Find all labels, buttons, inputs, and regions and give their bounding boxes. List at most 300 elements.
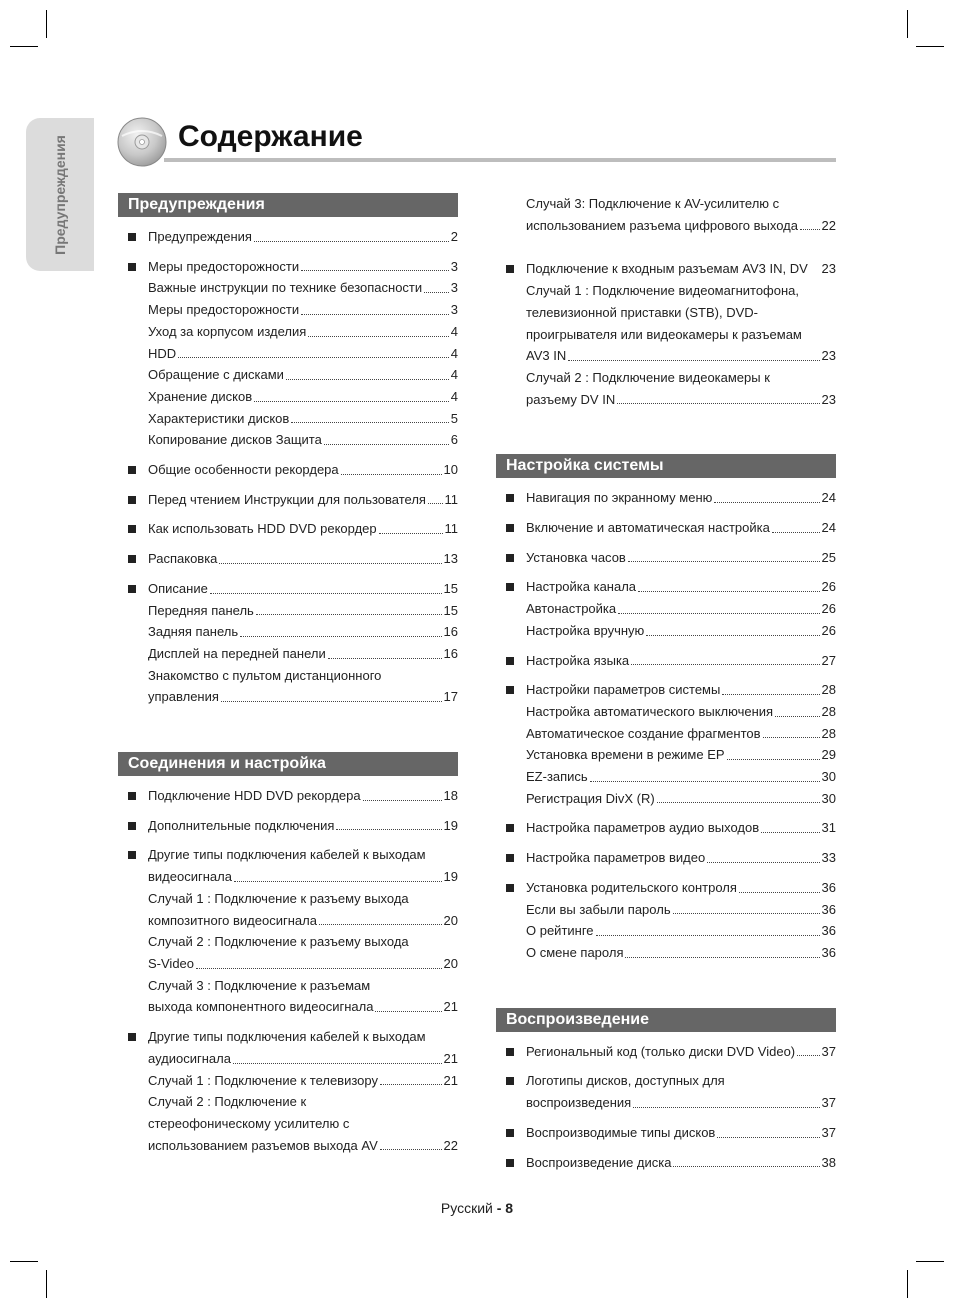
- toc-page-number: 6: [450, 432, 458, 448]
- side-tab-label: Предупреждения: [52, 134, 68, 255]
- side-tab: [26, 118, 94, 271]
- dot-leader: [336, 829, 441, 830]
- dot-leader: [219, 563, 441, 564]
- square-bullet-icon: [506, 1129, 514, 1137]
- toc-line-text: Обращение с дисками: [148, 367, 284, 383]
- toc-column-right: [496, 193, 836, 1181]
- toc-line-text: Общие особенности рекордера: [148, 462, 339, 478]
- toc-line: [526, 650, 836, 672]
- toc-line: [148, 226, 458, 248]
- toc-line: [526, 723, 836, 745]
- toc-line-text: Случай 1 : Подключение к телевизору: [148, 1072, 378, 1088]
- toc-page-number: 26: [821, 579, 836, 595]
- square-bullet-icon: [506, 1077, 514, 1085]
- toc-line: [526, 766, 836, 788]
- toc-line: [526, 258, 836, 280]
- dot-leader: [673, 1166, 819, 1167]
- toc-line: [148, 343, 458, 365]
- toc-line-text: Дополнительные подключения: [148, 817, 335, 833]
- toc-line-text: Другие типы подключения кабелей к выходам: [148, 847, 426, 863]
- toc-line-text: О смене пароля: [526, 944, 624, 960]
- toc-line: [148, 386, 458, 408]
- toc-entry: [496, 1041, 836, 1063]
- toc-line: [526, 345, 836, 367]
- toc-page-number: 25: [821, 549, 836, 565]
- toc-line-text: Настройка вручную: [526, 622, 645, 638]
- toc-line-text: Логотипы дисков, доступных для: [526, 1073, 725, 1089]
- toc-line-text: EZ-запись: [526, 769, 588, 785]
- toc-line: [148, 866, 458, 888]
- toc-line-text: Как использовать HDD DVD рекордер: [148, 521, 377, 537]
- toc-line-text: использованием разъема цифрового выхода: [526, 217, 798, 233]
- disc-icon: [116, 116, 168, 168]
- toc-line-text: Если вы забыли пароль: [526, 901, 671, 917]
- toc-line: [526, 1092, 836, 1114]
- toc-line-text: Случай 3: Подключение к AV-усилителю с: [526, 196, 780, 211]
- toc-page-number: 28: [821, 682, 836, 698]
- dot-leader: [379, 533, 443, 534]
- dot-leader: [254, 241, 449, 242]
- page-number: 8: [505, 1200, 514, 1216]
- square-bullet-icon: [128, 525, 136, 533]
- toc-line-text: Случай 1 : Подключение к разъему выхода: [148, 890, 409, 906]
- toc-page-number: 10: [443, 462, 458, 478]
- toc-page-number: 2: [450, 229, 458, 244]
- toc-page-number: 21: [443, 999, 458, 1015]
- square-bullet-icon: [128, 1033, 136, 1041]
- toc-section: [118, 752, 458, 1156]
- toc-line: [526, 1070, 836, 1092]
- dot-leader: [772, 532, 820, 533]
- toc-line-text: Задняя панель: [148, 624, 239, 640]
- toc-entry: [496, 1152, 836, 1174]
- dot-leader: [291, 422, 448, 423]
- toc-column-left: [118, 193, 458, 1164]
- toc-line: [526, 1152, 836, 1174]
- footer-separator: -: [496, 1200, 502, 1216]
- toc-line: [148, 256, 458, 278]
- toc-page-number: 36: [821, 944, 836, 960]
- toc-line-text: Другие типы подключения кабелей к выходам: [148, 1029, 426, 1045]
- toc-line: [526, 942, 836, 964]
- toc-line-text: Подключение к входным разъемам AV3 IN, DV: [526, 261, 808, 277]
- toc-entry: [118, 578, 458, 708]
- toc-line: [148, 518, 458, 540]
- toc-line: [526, 788, 836, 810]
- toc-page-number: 20: [443, 955, 458, 971]
- toc-line-text: Передняя панель: [148, 602, 254, 618]
- toc-line: [526, 920, 836, 942]
- dot-leader: [286, 379, 449, 380]
- dot-leader: [380, 1149, 442, 1150]
- toc-line-text: Подключение HDD DVD рекордера: [148, 788, 361, 804]
- dot-leader: [221, 701, 442, 702]
- toc-entry: [118, 459, 458, 481]
- toc-line-text: Важные инструкции по технике безопасности: [148, 280, 423, 296]
- toc-page-number: 23: [821, 391, 836, 407]
- toc-page-number: 24: [821, 520, 836, 536]
- toc-line: [148, 364, 458, 386]
- dot-leader: [301, 270, 449, 271]
- toc-line-text: выхода компонентного видеосигнала: [148, 999, 374, 1015]
- toc-line: [148, 975, 458, 997]
- toc-line: [526, 1041, 836, 1063]
- dot-leader: [375, 1011, 441, 1012]
- section-heading: Настройка системы: [496, 454, 836, 478]
- dot-leader: [324, 444, 449, 445]
- square-bullet-icon: [506, 265, 514, 273]
- toc-line-text: управления: [148, 689, 219, 705]
- toc-line-text: разъему DV IN: [526, 391, 616, 407]
- page-title: Содержание: [178, 120, 363, 153]
- toc-line-text: Настройки параметров системы: [526, 682, 721, 698]
- toc-entry: [496, 877, 836, 964]
- toc-page-number: 11: [444, 521, 458, 537]
- dot-leader: [617, 403, 819, 404]
- toc-line-text: Случай 2 : Подключение к разъему выхода: [148, 934, 409, 950]
- toc-entry: [118, 226, 458, 248]
- toc-line-text: Настройка параметров видео: [526, 850, 706, 866]
- toc-page-number: 36: [821, 879, 836, 895]
- toc-line-text: Настройка параметров аудио выходов: [526, 820, 760, 836]
- toc-line-text: Навигация по экранному меню: [526, 490, 713, 506]
- toc-page-number: 22: [443, 1137, 458, 1153]
- toc-line: [148, 815, 458, 837]
- toc-page-number: 19: [443, 869, 458, 885]
- toc-line: [526, 701, 836, 723]
- toc-page-number: 16: [443, 624, 458, 640]
- toc-line-text: использованием разъемов выхода AV: [148, 1137, 378, 1153]
- dot-leader: [722, 694, 819, 695]
- dot-leader: [301, 314, 449, 315]
- toc-page-number: 37: [821, 1043, 836, 1059]
- toc-page-number: 20: [443, 912, 458, 928]
- dot-leader: [714, 502, 819, 503]
- toc-page-number: 28: [821, 725, 836, 741]
- toc-line: [526, 620, 836, 642]
- toc-line: [148, 321, 458, 343]
- square-bullet-icon: [506, 1159, 514, 1167]
- toc-section: [496, 193, 836, 410]
- toc-entry: [496, 1122, 836, 1144]
- dot-leader: [568, 360, 819, 361]
- toc-line: [148, 621, 458, 643]
- dot-leader: [638, 591, 819, 592]
- toc-line: [148, 643, 458, 665]
- toc-line: [148, 665, 458, 687]
- toc-page-number: 4: [450, 367, 458, 383]
- dot-leader: [797, 1055, 819, 1056]
- crop-mark: [907, 10, 908, 38]
- toc-page-number: 5: [450, 410, 458, 426]
- toc-entry: [118, 844, 458, 1018]
- toc-line: [148, 600, 458, 622]
- toc-page-number: 15: [443, 580, 458, 596]
- toc-page-number: 4: [450, 323, 458, 339]
- toc-entry: [118, 256, 458, 451]
- dot-leader: [328, 658, 442, 659]
- toc-line: [148, 686, 458, 708]
- toc-line: [526, 302, 836, 324]
- square-bullet-icon: [506, 1048, 514, 1056]
- toc-line-text: Автонастройка: [526, 601, 617, 617]
- dot-leader: [308, 336, 448, 337]
- toc-line: [526, 487, 836, 509]
- square-bullet-icon: [506, 824, 514, 832]
- toc-page-number: 16: [443, 645, 458, 661]
- crop-mark: [916, 1261, 944, 1262]
- square-bullet-icon: [506, 884, 514, 892]
- toc-line: [526, 193, 836, 215]
- section-gap: [496, 418, 836, 454]
- toc-entry: [496, 679, 836, 809]
- toc-line: [148, 489, 458, 511]
- toc-entry: [496, 650, 836, 672]
- toc-line-text: Уход за корпусом изделия: [148, 323, 307, 339]
- toc-line: [148, 408, 458, 430]
- toc-line-text: аудиосигнала: [148, 1050, 231, 1066]
- toc-page-number: 36: [821, 901, 836, 917]
- toc-line-text: HDD: [148, 345, 177, 361]
- toc-line-text: Знакомство с пультом дистанционного: [148, 667, 382, 683]
- toc-line: [526, 367, 836, 389]
- toc-line-text: Описание: [148, 580, 208, 596]
- toc-line-text: Меры предосторожности: [148, 302, 300, 318]
- square-bullet-icon: [506, 494, 514, 502]
- dot-leader: [717, 1137, 819, 1138]
- toc-line-text: воспроизведения: [526, 1095, 632, 1111]
- toc-line-text: Хранение дисков: [148, 388, 253, 404]
- square-bullet-icon: [128, 555, 136, 563]
- toc-page-number: 11: [444, 491, 458, 507]
- section-gap: [496, 972, 836, 1008]
- toc-line: [148, 578, 458, 600]
- page-footer: [0, 1200, 954, 1216]
- section-heading: Воспроизведение: [496, 1008, 836, 1032]
- toc-line: [148, 459, 458, 481]
- section-gap: [118, 716, 458, 752]
- toc-line-text: видеосигнала: [148, 869, 232, 885]
- toc-entry: [496, 576, 836, 641]
- toc-entry: [496, 193, 836, 236]
- dot-leader: [428, 503, 443, 504]
- square-bullet-icon: [506, 854, 514, 862]
- toc-line-text: стереофоническому усилителю с: [148, 1115, 350, 1131]
- toc-page-number: 30: [821, 769, 836, 785]
- toc-line: [526, 324, 836, 346]
- dot-leader: [596, 935, 820, 936]
- toc-entry: [496, 1070, 836, 1113]
- toc-line-text: AV3 IN: [526, 348, 567, 364]
- toc-line-text: Установка часов: [526, 549, 626, 565]
- dot-leader: [631, 664, 819, 665]
- footer-language: Русский: [440, 1200, 493, 1216]
- toc-page-number: 38: [821, 1154, 836, 1170]
- square-bullet-icon: [128, 792, 136, 800]
- toc-line: [148, 996, 458, 1018]
- dot-leader: [646, 635, 819, 636]
- toc-line: [148, 1113, 458, 1135]
- toc-page-number: 23: [821, 261, 836, 277]
- toc-line: [148, 953, 458, 975]
- toc-entry: [118, 785, 458, 807]
- toc-line: [148, 844, 458, 866]
- toc-line: [526, 598, 836, 620]
- toc-line: [526, 679, 836, 701]
- toc-line-text: композитного видеосигнала: [148, 912, 317, 928]
- toc-line-text: Установка времени в режиме EP: [526, 747, 725, 763]
- dot-leader: [196, 968, 442, 969]
- dot-leader: [673, 913, 820, 914]
- dot-leader: [424, 292, 449, 293]
- title-area: [116, 116, 836, 166]
- square-bullet-icon: [128, 263, 136, 271]
- toc-line: [526, 517, 836, 539]
- toc-line-text: Воспроизводимые типы дисков: [526, 1124, 716, 1140]
- toc-line: [148, 299, 458, 321]
- toc-line: [526, 547, 836, 569]
- dot-leader: [363, 800, 442, 801]
- square-bullet-icon: [506, 686, 514, 694]
- toc-line-text: Автоматическое создание фрагментов: [526, 725, 761, 741]
- toc-page-number: 17: [443, 689, 458, 705]
- toc-line: [148, 1048, 458, 1070]
- toc-entry: [118, 489, 458, 511]
- toc-page-number: 19: [443, 817, 458, 833]
- toc-page-number: 31: [821, 820, 836, 836]
- dot-leader: [618, 613, 819, 614]
- toc-line: [148, 277, 458, 299]
- toc-page-number: 36: [821, 923, 836, 939]
- crop-mark: [907, 1270, 908, 1298]
- toc-line-text: Включение и автоматическая настройка: [526, 520, 770, 536]
- toc-entry: [496, 547, 836, 569]
- toc-line: [148, 1091, 458, 1113]
- toc-line: [526, 389, 836, 411]
- toc-line: [526, 817, 836, 839]
- crop-mark: [916, 46, 944, 47]
- dot-leader: [341, 474, 442, 475]
- square-bullet-icon: [506, 583, 514, 591]
- toc-line-text: проигрывателя или видеокамеры к разъемам: [526, 326, 802, 342]
- crop-mark: [46, 10, 47, 38]
- toc-entry: [496, 847, 836, 869]
- toc-page-number: 37: [821, 1095, 836, 1111]
- toc-line-text: Предупреждения: [148, 229, 252, 244]
- toc-line-text: Настройка канала: [526, 579, 637, 595]
- crop-mark: [10, 1261, 38, 1262]
- toc-entry: [496, 487, 836, 509]
- toc-line: [526, 847, 836, 869]
- toc-entry: [118, 1026, 458, 1156]
- toc-page-number: 26: [821, 622, 836, 638]
- toc-line-text: Случай 2 : Подключение к: [148, 1094, 307, 1110]
- square-bullet-icon: [128, 851, 136, 859]
- toc-page-number: 3: [450, 258, 458, 274]
- toc-page-number: 28: [821, 703, 836, 719]
- toc-line-text: Перед чтением Инструкции для пользователя: [148, 491, 426, 507]
- toc-line-text: Установка родительского контроля: [526, 879, 737, 895]
- toc-page-number: 23: [821, 348, 836, 364]
- dot-leader: [254, 401, 449, 402]
- toc-line-text: Дисплей на передней панели: [148, 645, 326, 661]
- toc-entry: [118, 518, 458, 540]
- toc-line-text: Регистрация DivX (R): [526, 790, 655, 806]
- toc-line-text: Случай 1 : Подключение видеомагнитофона,: [526, 283, 800, 299]
- dot-leader: [256, 614, 442, 615]
- dot-leader: [178, 357, 449, 358]
- toc-line: [148, 888, 458, 910]
- toc-line-text: S-Video: [148, 955, 195, 971]
- toc-entry: [496, 517, 836, 539]
- toc-page-number: 4: [450, 345, 458, 361]
- square-bullet-icon: [128, 585, 136, 593]
- dot-leader: [775, 716, 819, 717]
- toc-line-text: Случай 3 : Подключение к разъемам: [148, 977, 371, 993]
- toc-line-text: Распаковка: [148, 551, 218, 567]
- toc-line: [526, 744, 836, 766]
- toc-page-number: 15: [443, 602, 458, 618]
- title-rule: [164, 158, 836, 162]
- dot-leader: [628, 561, 820, 562]
- toc-page-number: 4: [450, 388, 458, 404]
- square-bullet-icon: [128, 822, 136, 830]
- toc-line-text: Региональный код (только диски DVD Video): [526, 1043, 796, 1059]
- dot-leader: [761, 832, 819, 833]
- toc-line: [148, 1026, 458, 1048]
- section-heading: Предупреждения: [118, 193, 458, 217]
- toc-line: [526, 877, 836, 899]
- toc-line: [148, 910, 458, 932]
- dot-leader: [233, 1063, 442, 1064]
- toc-line: [526, 899, 836, 921]
- crop-mark: [46, 1270, 47, 1298]
- toc-line-text: Настройка языка: [526, 652, 630, 668]
- toc-line: [148, 548, 458, 570]
- toc-line: [148, 1135, 458, 1157]
- toc-line-text: Случай 2 : Подключение видеокамеры к: [526, 369, 770, 385]
- dot-leader: [727, 759, 820, 760]
- toc-line-text: Настройка автоматического выключения: [526, 703, 774, 719]
- dot-leader: [240, 636, 441, 637]
- toc-page-number: 33: [821, 850, 836, 866]
- toc-page-number: 37: [821, 1124, 836, 1140]
- toc-line-text: телевизионной приставки (STB), DVD-: [526, 304, 758, 320]
- toc-section: [118, 193, 458, 708]
- dot-leader: [800, 229, 820, 230]
- toc-page-number: 26: [821, 601, 836, 617]
- toc-line: [148, 429, 458, 451]
- toc-line-text: Меры предосторожности: [148, 258, 300, 274]
- toc-line-text: Характеристики дисков: [148, 410, 290, 426]
- dot-leader: [763, 737, 820, 738]
- toc-page-number: 3: [450, 302, 458, 318]
- dot-leader: [739, 892, 820, 893]
- dot-leader: [707, 862, 819, 863]
- dot-leader: [210, 593, 442, 594]
- toc-section: [496, 1008, 836, 1174]
- dot-leader: [234, 881, 442, 882]
- toc-page-number: 18: [443, 788, 458, 804]
- toc-page-number: 13: [443, 551, 458, 567]
- toc-entry: [496, 817, 836, 839]
- toc-section: [496, 454, 836, 963]
- toc-line: [526, 1122, 836, 1144]
- toc-page-number: 24: [821, 490, 836, 506]
- dot-leader: [380, 1084, 442, 1085]
- dot-leader: [590, 781, 820, 782]
- toc-entry: [118, 548, 458, 570]
